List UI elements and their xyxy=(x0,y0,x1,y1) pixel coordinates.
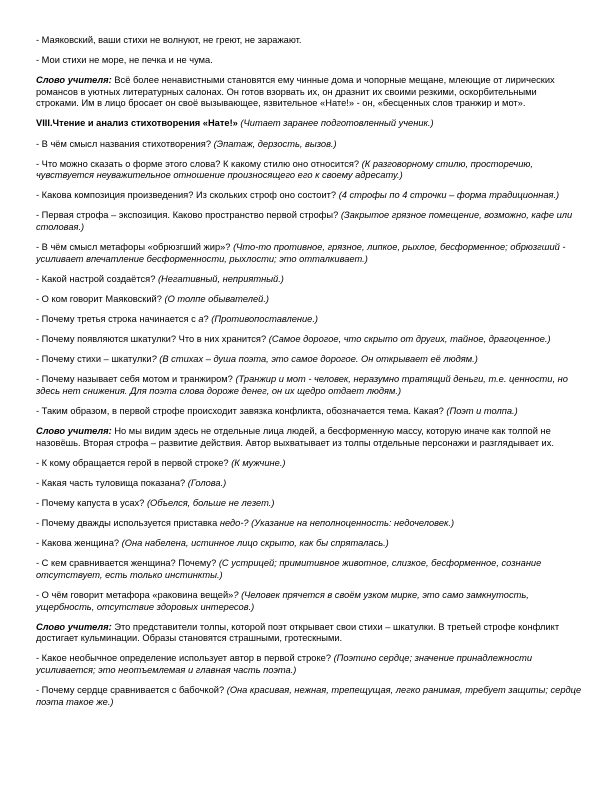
paragraph xyxy=(36,354,582,366)
paragraph xyxy=(36,274,582,286)
italic-run: (К разговорному стилю, просторечию, чувствуется неуважительное отношение произносящего его к своему адресату.) xyxy=(36,158,533,181)
paragraph xyxy=(36,75,582,110)
text-run: - Какова композиция произведения? Из скольких строф оно состоит? xyxy=(36,190,339,201)
italic-run: недо-? (Указание на неполноценность: недочеловек.) xyxy=(219,518,455,529)
paragraph xyxy=(36,139,582,151)
text-run: - Таким образом, в первой строфе происходит завязка конфликта, обозначается тема. Какая? xyxy=(36,405,447,416)
italic-run: (Негативный, неприятный.) xyxy=(157,273,284,284)
paragraph xyxy=(36,374,582,397)
text-run: - Почему появляются шкатулки? Что в них хранится? xyxy=(36,334,269,345)
paragraph xyxy=(36,190,582,202)
italic-run: (Эпатаж, дерзость, вызов.) xyxy=(213,138,337,149)
text-run: - Почему капуста в усах? xyxy=(36,497,147,508)
paragraph xyxy=(36,35,582,47)
paragraph xyxy=(36,294,582,306)
paragraph xyxy=(36,498,582,510)
text-run: - Какое необычное определение использует автор в первой строке? xyxy=(36,653,334,664)
text-run: - Что можно сказать о форме этого слова? К какому стилю оно относится? xyxy=(36,158,362,169)
teacher-label: Слово учителя: xyxy=(36,621,115,632)
paragraph xyxy=(36,426,582,449)
italic-run: (Что-то противное, грязное, липкое, рыхлое, бесформенное; обрюзгший - усиливает впечатление бесформенности, рыхлости; это отталкивает.) xyxy=(36,242,566,264)
text-run: - Мои стихи не море, не печка и не чума. xyxy=(36,55,213,66)
italic-run: (Противопоставление.) xyxy=(211,314,318,324)
italic-run: (С устрицей; примитивное животное, слизкое, бесформенное, сознание отсутствует, есть только инстинкты.) xyxy=(36,558,542,580)
text-run: - Почему дважды используется приставка xyxy=(36,518,220,529)
text-run: - О ком говорит Маяковский? xyxy=(36,293,165,304)
paragraph xyxy=(36,118,582,130)
paragraph xyxy=(36,334,582,346)
text-run: - Маяковский, ваши стихи не волнуют, не греют, не заражают. xyxy=(36,35,302,45)
text-run: - Почему третья строка начинается с xyxy=(36,314,199,324)
text-run: Всё более ненавистными становятся ему чинные дома и чопорные мещане, млеющие от лирических романсов в уютных литературных салонах. Он готов взорвать их, он дразнит их своими резкими, оскорбительными строками. Им в лицо бросает он своё вызывающее, язвительное «Нате!» - он, «бесценных слов транжир и мот». xyxy=(36,75,555,109)
italic-run: (Поэт и толпа.) xyxy=(446,405,518,416)
text-run: Это представители толпы, которой поэт открывает свои стихи – шкатулки. В третьей строфе конфликт достигает кульминации. Образы становятся страшными, гротескными. xyxy=(36,621,560,644)
paragraph xyxy=(36,458,582,470)
text-run: Но мы видим здесь не отдельные лица людей, а бесформенную массу, которую иначе как толпой не назовёшь. Вторая строфа – развитие действия. Автор выхватывает из толпы отдельные персонажи и разглядывает их. xyxy=(36,426,554,448)
text-run: - Первая строфа – экспозиция. Каково пространство первой строфы? xyxy=(36,210,341,221)
italic-run: (К мужчине.) xyxy=(231,457,286,468)
paragraph xyxy=(36,538,582,550)
document-page xyxy=(36,35,582,717)
text-run: - К кому обращается герой в первой строке? xyxy=(36,457,232,468)
text-run: - С кем сравнивается женщина? Почему? xyxy=(36,558,219,569)
paragraph xyxy=(36,210,582,233)
paragraph xyxy=(36,590,582,613)
italic-run: (Она набелена, истинное лицо скрыто, как бы спряталась.) xyxy=(121,538,389,549)
paragraph xyxy=(36,685,582,708)
teacher-label: Слово учителя: xyxy=(36,426,115,437)
text-run: - В чём смысл метафоры «обрюзгший жир»? xyxy=(36,242,234,253)
italic-run: (Самое дорогое, что скрыто от других, тайное, драгоценное.) xyxy=(268,334,551,345)
paragraph xyxy=(36,622,582,645)
italic-run: а xyxy=(198,314,204,324)
text-run: - Какая часть туловища показана? xyxy=(36,477,188,488)
italic-run: (Поэтино сердце; значение принадлежности усиливается; это неотъемлемая и главная часть поэта.) xyxy=(36,653,533,675)
paragraph xyxy=(36,558,582,581)
text-run: - Почему стихи – шкатулки xyxy=(36,354,152,365)
paragraph xyxy=(36,478,582,490)
text-run: - Почему сердце сравнивается с бабочкой? xyxy=(36,684,227,695)
italic-run: (О толпе обывателей.) xyxy=(164,293,270,304)
bold-heading-run: VIII.Чтение и анализ стихотворения «Нате!» xyxy=(36,118,241,129)
italic-run: ? (Человек прячется в своём узком мирке, это само замкнутость, ущербность, отсутствие здоровых интересов.) xyxy=(36,589,529,612)
paragraph xyxy=(36,653,582,676)
italic-run: (Голова.) xyxy=(187,477,227,488)
paragraph xyxy=(36,518,582,530)
text-run: - Какова женщина? xyxy=(36,538,122,549)
text-run: - Почему называет себя мотом и транжиром? xyxy=(36,374,236,385)
italic-run: (Она красивая, нежная, трепещущая, легко ранимая, требует защиты; сердце поэта такое же.) xyxy=(36,684,582,707)
italic-run: (4 строфы по 4 строчки – форма традиционная.) xyxy=(338,190,560,201)
text-run: - Какой настрой создаётся? xyxy=(36,273,158,284)
italic-run: (Объелся, больше не лезет.) xyxy=(146,497,275,508)
text-run: - В чём смысл названия стихотворения? xyxy=(36,138,214,149)
teacher-label: Слово учителя: xyxy=(36,75,115,86)
paragraph xyxy=(36,314,582,326)
italic-run: (Читает заранее подготовленный ученик.) xyxy=(240,118,434,129)
italic-run: ? (В стихах – душа поэта, это самое дорогое. Он открывает её людям.) xyxy=(151,354,478,365)
text-run: ? xyxy=(203,314,212,324)
italic-run: (Закрытое грязное помещение, возможно, кафе или столовая.) xyxy=(36,210,573,233)
text-run: - О чём говорит метафора «раковина вещей» xyxy=(36,589,234,600)
paragraph xyxy=(36,55,582,67)
italic-run: (Транжир и мот - человек, неразумно тратящий деньги, т.е. ценности, но здесь нет снижения. Для поэта слова дороже денег, он их щедро отдает людям.) xyxy=(36,374,568,396)
paragraph xyxy=(36,242,582,265)
paragraph xyxy=(36,159,582,182)
paragraph xyxy=(36,406,582,418)
